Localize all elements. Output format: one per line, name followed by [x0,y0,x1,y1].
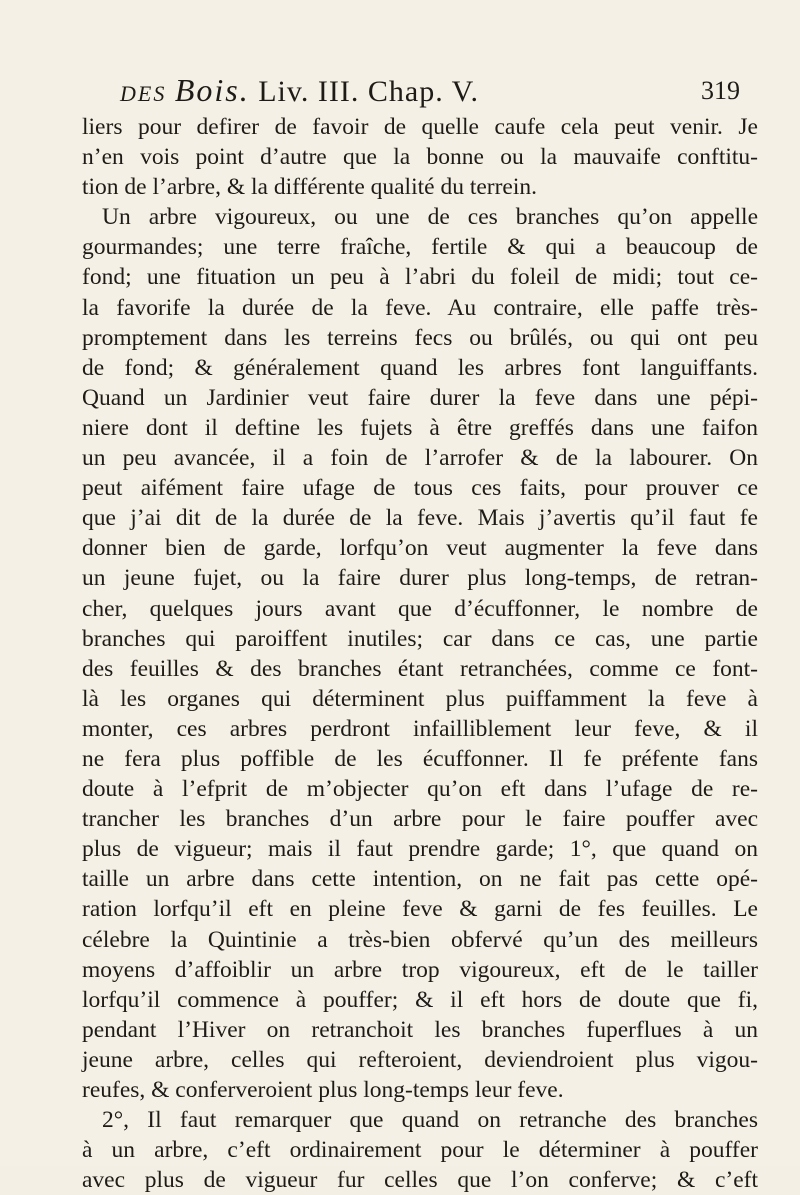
page-header [120,72,740,112]
text-line: la favorife la durée de la feve. Au contraire, elle paffe très- [82,294,758,321]
text-line: doute à l’efprit de m’objecter qu’on eft dans l’ufage de re- [82,776,758,803]
text-line: ration lorfqu’il eft en pleine feve & garni de fes feuilles. Le [82,896,758,923]
text-line: gourmandes; une terre fraîche, fertile & qui a beaucoup de [82,234,758,261]
text-line: 2°, Il faut remarquer que quand on retranche des branches [102,1107,758,1134]
text-line: trancher les branches d’un arbre pour le faire pouffer avec [82,806,758,833]
text-line: un jeune fujet, ou la faire durer plus long-temps, de retran- [82,565,758,592]
text-line: ne fera plus poffible de les écuffonner. Il fe préfente fans [82,745,758,772]
text-line: branches qui paroiffent inutiles; car dans ce cas, une partie [82,625,758,652]
text-line: n’en vois point d’autre que la bonne ou la mauvaife conftitu- [82,144,758,171]
text-line: Quand un Jardinier veut faire durer la feve dans une pépi- [82,384,758,411]
running-head-chapter: Liv. III. Chap. V. [258,75,479,108]
text-line: pendant l’Hiver on retranchoit les branches fuperflues à un [82,1016,758,1043]
running-head-des: DES [120,81,167,106]
text-line: peut aifément faire ufage de tous ces faits, pour prouver ce [82,475,758,502]
text-line: tion de l’arbre, & la différente qualité du terrein. [82,174,538,201]
text-line: moyens d’affoiblir un arbre trop vigoureux, eft de le tailler [82,956,758,983]
text-line: promptement dans les terreins fecs ou brûlés, ou qui ont peu [82,324,758,351]
text-line: des feuilles & des branches étant retranchées, comme ce font- [82,655,758,682]
text-line: donner bien de garde, lorfqu’on veut augmenter la feve dans [82,535,758,562]
running-head-bois: Bois. [174,72,250,108]
text-line: de fond; & généralement quand les arbres font languiffants. [82,354,758,381]
text-line: reufes, & conferveroient plus long-temps leur feve. [82,1077,564,1103]
text-line: plus de vigueur; mais il faut prendre garde; 1°, que quand on [82,836,758,863]
text-line: à un arbre, c’eft ordinairement pour le déterminer à pouffer [82,1137,758,1164]
text-line: liers pour defirer de favoir de quelle caufe cela peut venir. Je [82,114,758,140]
text-line: que j’ai dit de la durée de la feve. Mais j’avertis qu’il faut fe [82,505,758,532]
text-line: là les organes qui déterminent plus puiffamment la feve à [82,685,758,712]
text-line: lorfqu’il commence à pouffer; & il eft hors de doute que fi, [82,986,758,1013]
page-number: 319 [701,76,740,105]
text-line: célebre la Quintinie a très-bien obfervé qu’un des meilleurs [82,926,758,953]
running-head [120,72,479,109]
text-line: Un arbre vigoureux, ou une de ces branches qu’on appelle [102,204,758,231]
body-text [82,112,758,1195]
text-line: avec plus de vigueur fur celles que l’on conferve; & c’eft [82,1167,758,1194]
text-line: fond; une fituation un peu à l’abri du foleil de midi; tout ce- [82,264,758,291]
text-line: monter, ces arbres perdront infailliblement leur feve, & il [82,715,758,742]
text-line: un peu avancée, il a foin de l’arrofer & de la labourer. On [82,445,758,472]
text-line: cher, quelques jours avant que d’écuffonner, le nombre de [82,595,758,622]
text-line: niere dont il deftine les fujets à être greffés dans une faifon [82,414,758,441]
text-line: jeune arbre, celles qui refteroient, deviendroient plus vigou- [82,1046,758,1073]
text-line: taille un arbre dans cette intention, on ne fait pas cette opé- [82,866,758,893]
